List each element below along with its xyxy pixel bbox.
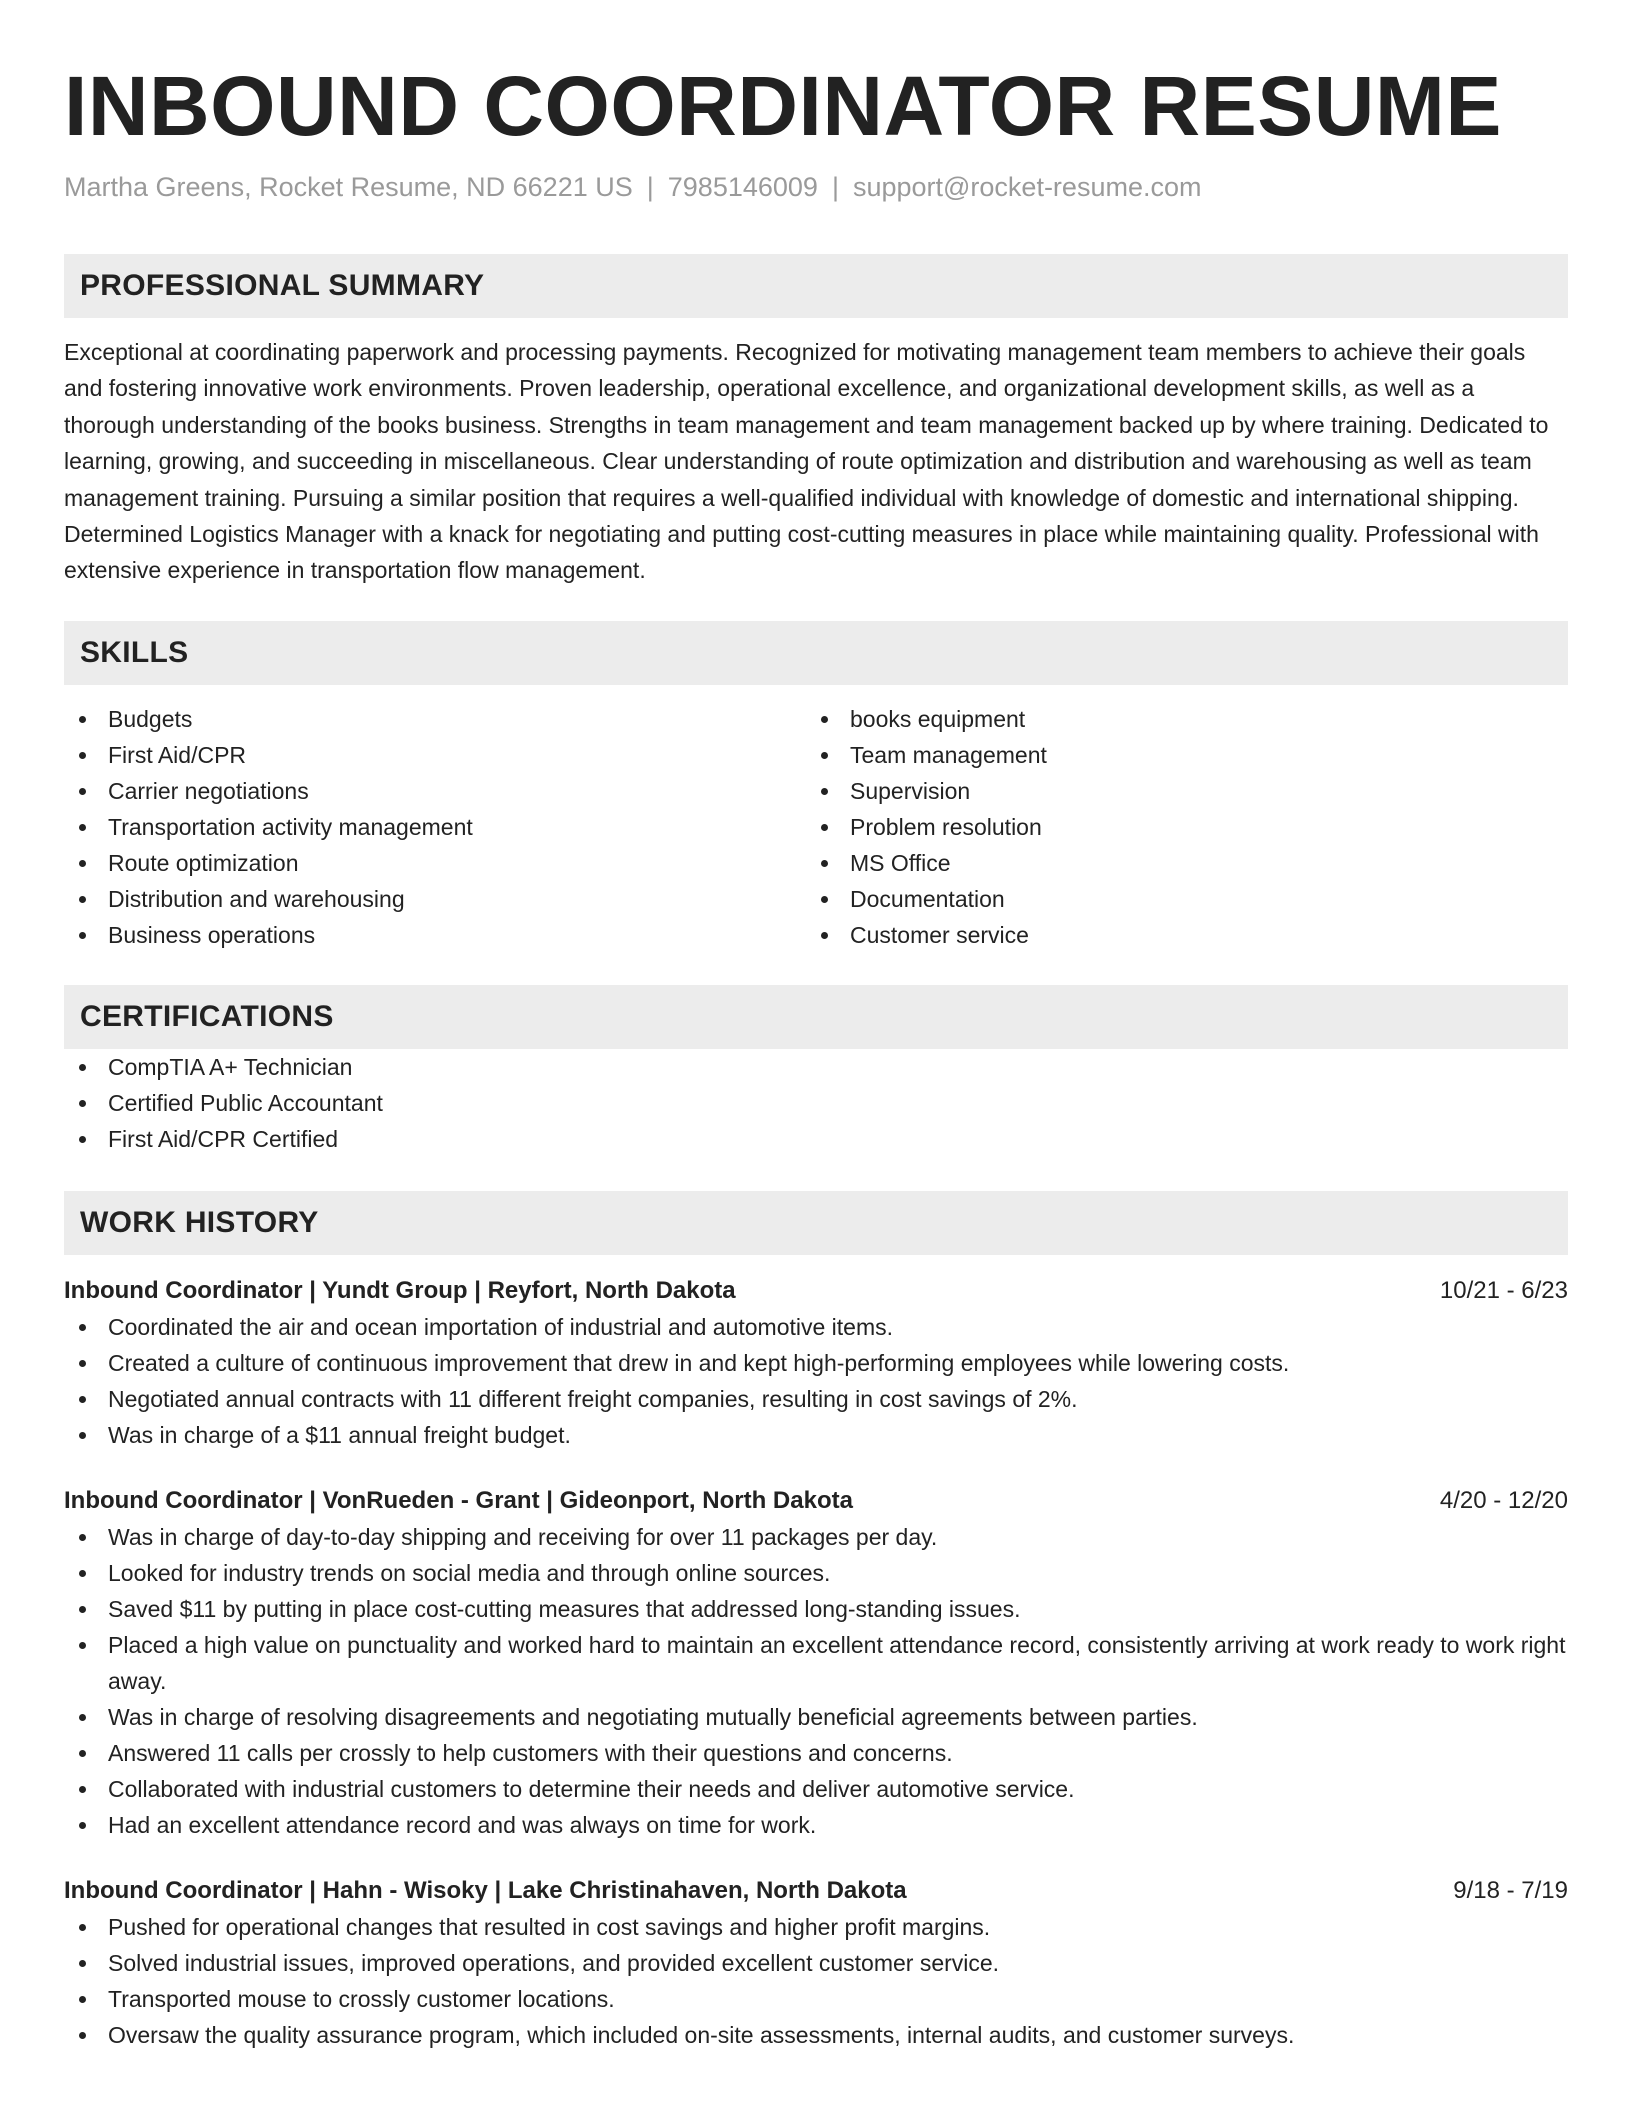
job-entry bbox=[64, 1873, 1568, 2053]
job-bullet: Oversaw the quality assurance program, which included on-site assessments, internal audits, and customer surveys. bbox=[64, 2017, 1568, 2053]
skill-item: Budgets bbox=[64, 701, 806, 737]
job-bullet: Negotiated annual contracts with 11 different freight companies, resulting in cost savings of 2%. bbox=[64, 1381, 1568, 1417]
job-bullet: Had an excellent attendance record and was always on time for work. bbox=[64, 1807, 1568, 1843]
job-entry bbox=[64, 1483, 1568, 1843]
job-header bbox=[64, 1483, 1568, 1519]
skill-item: Problem resolution bbox=[806, 809, 1548, 845]
certification-item: Certified Public Accountant bbox=[64, 1085, 1568, 1121]
contact-address: Martha Greens, Rocket Resume, ND 66221 US bbox=[64, 172, 633, 202]
job-header bbox=[64, 1873, 1568, 1909]
job-title: Inbound Coordinator | Hahn - Wisoky | Lake Christinahaven, North Dakota bbox=[64, 1876, 907, 1904]
skill-item: Documentation bbox=[806, 881, 1548, 917]
job-bullet-list bbox=[64, 1519, 1568, 1843]
skill-item: First Aid/CPR bbox=[64, 737, 806, 773]
section-header-summary: PROFESSIONAL SUMMARY bbox=[64, 254, 1568, 318]
job-dates: 4/20 - 12/20 bbox=[1439, 1486, 1568, 1514]
section-header-certifications: CERTIFICATIONS bbox=[64, 985, 1568, 1049]
job-dates: 9/18 - 7/19 bbox=[1453, 1876, 1568, 1904]
job-bullet: Saved $11 by putting in place cost-cutting measures that addressed long-standing issues. bbox=[64, 1591, 1568, 1627]
job-bullet: Transported mouse to crossly customer locations. bbox=[64, 1981, 1568, 2017]
skills-grid bbox=[64, 701, 1568, 953]
certification-item: CompTIA A+ Technician bbox=[64, 1049, 1568, 1085]
skills-list-left bbox=[64, 701, 806, 953]
skills-column-right bbox=[806, 701, 1548, 953]
job-bullet: Collaborated with industrial customers to determine their needs and deliver automotive service. bbox=[64, 1771, 1568, 1807]
contact-phone: 7985146009 bbox=[667, 172, 818, 202]
skills-list-right bbox=[806, 701, 1548, 953]
skill-item: Customer service bbox=[806, 917, 1548, 953]
section-header-skills: SKILLS bbox=[64, 621, 1568, 685]
job-dates: 10/21 - 6/23 bbox=[1439, 1276, 1568, 1304]
summary-text: Exceptional at coordinating paperwork and processing payments. Recognized for motivating management team members to achieve their goals and fostering innovative work environments. Proven leadership, operational excellence, and organizational development skills, as well as a thorough understanding of the books business. Strengths in team management and team management backed up by where training. Dedicated to learning, growing, and succeeding in miscellaneous. Clear understanding of route optimization and distribution and warehousing as well as team management training. Pursuing a similar position that requires a well-qualified individual with knowledge of domestic and international shipping. Determined Logistics Manager with a knack for negotiating and putting cost-cutting measures in place while maintaining quality. Professional with extensive experience in transportation flow management. bbox=[64, 339, 1549, 584]
job-bullet: Coordinated the air and ocean importation of industrial and automotive items. bbox=[64, 1309, 1568, 1345]
job-bullet: Was in charge of a $11 annual freight budget. bbox=[64, 1417, 1568, 1453]
job-header bbox=[64, 1273, 1568, 1309]
skill-item: Team management bbox=[806, 737, 1548, 773]
certifications-list bbox=[64, 1049, 1568, 1157]
job-title: Inbound Coordinator | VonRueden - Grant | Gideonport, North Dakota bbox=[64, 1486, 853, 1514]
skills-column-left bbox=[64, 701, 806, 953]
job-bullet: Solved industrial issues, improved operations, and provided excellent customer service. bbox=[64, 1945, 1568, 1981]
skill-item: Route optimization bbox=[64, 845, 806, 881]
job-bullet-list bbox=[64, 1309, 1568, 1453]
job-title: Inbound Coordinator | Yundt Group | Reyfort, North Dakota bbox=[64, 1276, 736, 1304]
certification-item: First Aid/CPR Certified bbox=[64, 1121, 1568, 1157]
job-bullet: Placed a high value on punctuality and worked hard to maintain an excellent attendance record, consistently arriving at work ready to work right away. bbox=[64, 1627, 1568, 1699]
job-bullet: Pushed for operational changes that resulted in cost savings and higher profit margins. bbox=[64, 1909, 1568, 1945]
job-bullet: Answered 11 calls per crossly to help customers with their questions and concerns. bbox=[64, 1735, 1568, 1771]
skill-item: books equipment bbox=[806, 701, 1548, 737]
skill-item: Carrier negotiations bbox=[64, 773, 806, 809]
skill-item: MS Office bbox=[806, 845, 1548, 881]
skill-item: Business operations bbox=[64, 917, 806, 953]
skill-item: Supervision bbox=[806, 773, 1548, 809]
job-bullet-list bbox=[64, 1909, 1568, 2053]
contact-separator: | bbox=[831, 172, 839, 202]
contact-separator: | bbox=[646, 172, 654, 202]
contact-line bbox=[64, 170, 1568, 204]
section-header-work-history: WORK HISTORY bbox=[64, 1191, 1568, 1255]
job-bullet: Created a culture of continuous improvement that drew in and kept high-performing employees while lowering costs. bbox=[64, 1345, 1568, 1381]
job-entry bbox=[64, 1273, 1568, 1453]
job-bullet: Looked for industry trends on social media and through online sources. bbox=[64, 1555, 1568, 1591]
skill-item: Transportation activity management bbox=[64, 809, 806, 845]
resume-title: INBOUND COORDINATOR RESUME bbox=[64, 59, 1502, 153]
skill-item: Distribution and warehousing bbox=[64, 881, 806, 917]
job-bullet: Was in charge of resolving disagreements and negotiating mutually beneficial agreements between parties. bbox=[64, 1699, 1568, 1735]
job-bullet: Was in charge of day-to-day shipping and receiving for over 11 packages per day. bbox=[64, 1519, 1568, 1555]
contact-email: support@rocket-resume.com bbox=[852, 172, 1202, 202]
